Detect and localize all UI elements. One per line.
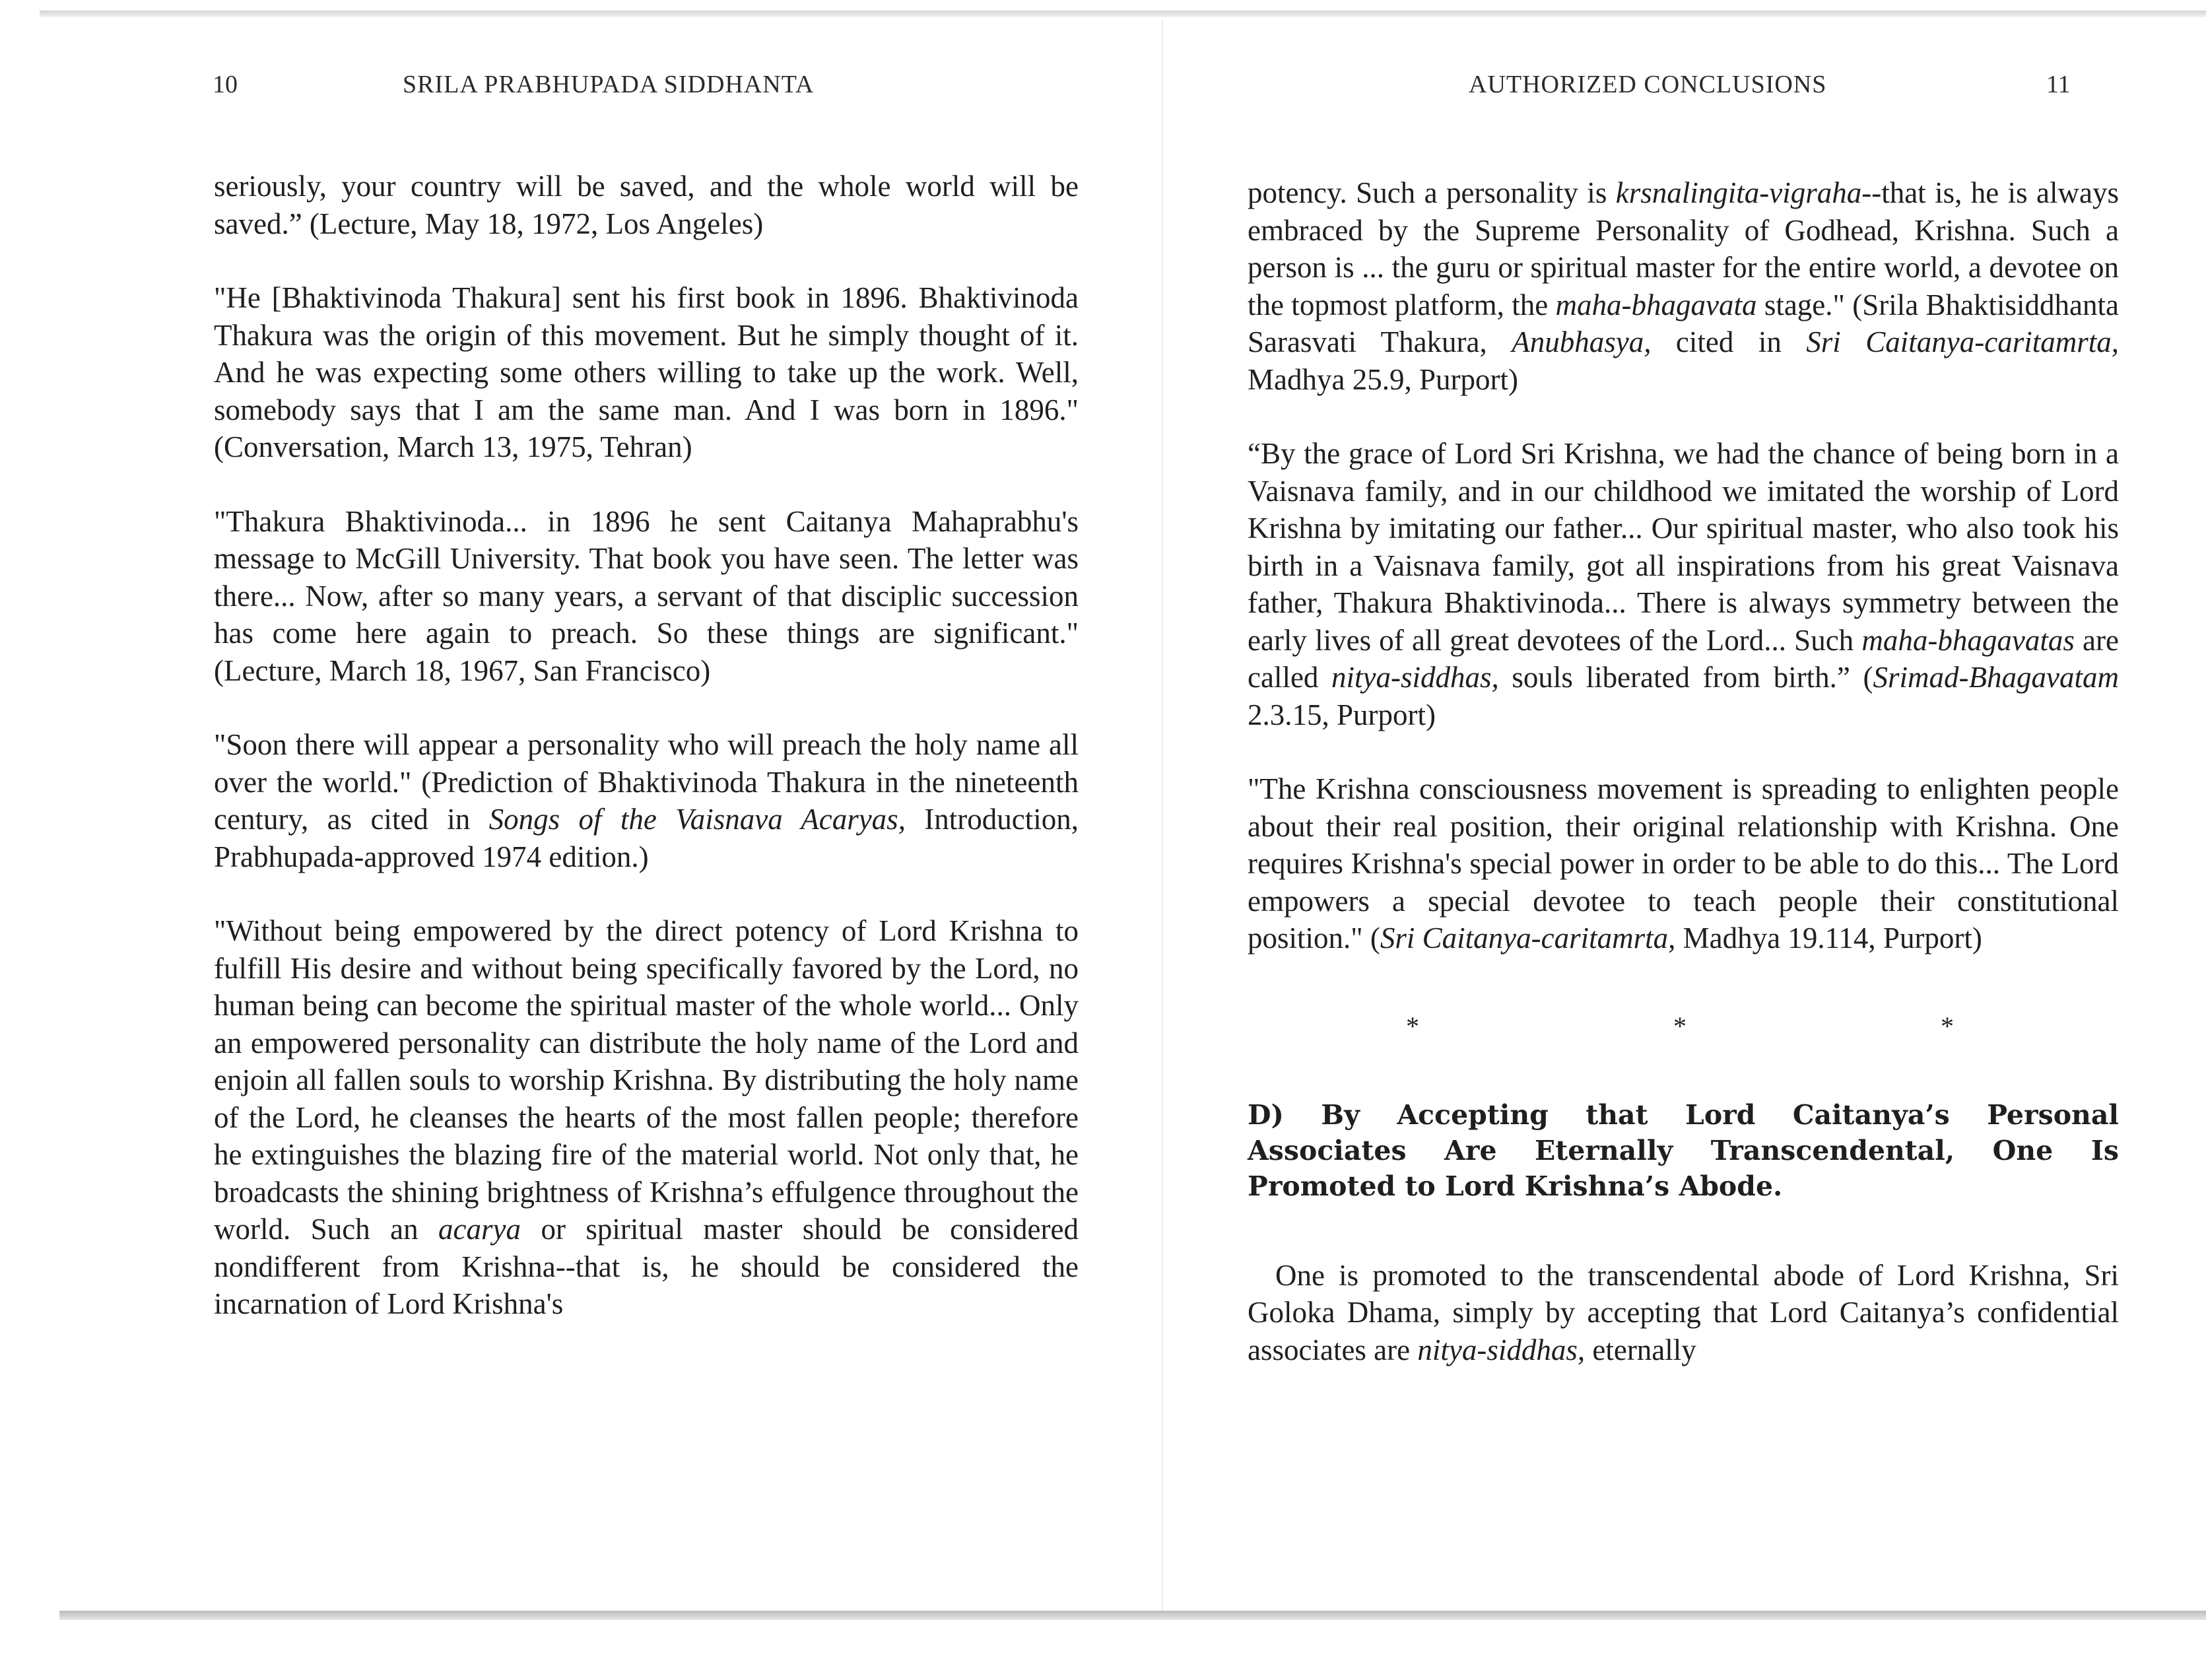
right-page [1163,0,2206,1680]
paragraph: "The Krishna consciousness movement is spreading to enlighten people about their real position, their original relationship with Krishna. One requires Krishna's special power in order to be able to do this... The Lord empowers a special devotee to teach people their constitutional position." (Sri Caitanya-caritamrta, Madhya 19.114, Purport) [1248,772,2119,955]
section-separator [1248,994,2119,1060]
paragraph: One is promoted to the transcendental abode of Lord Krishna, Sri Goloka Dhama, simply by accepting that Lord Caitanya’s confidential associates are nitya-siddhas, eternally [1248,1258,2119,1366]
section-heading: D) By Accepting that Lord Caitanya’s Personal Associates Are Eternally Transcendental, One Is Promoted to Lord Krishna’s Abode. [1248,1098,2119,1202]
italic-run: nitya-siddhas, [1417,1333,1586,1366]
running-head-right: AUTHORIZED CONCLUSIONS [1469,71,1827,98]
page-number-left: 10 [213,71,238,98]
separator-star: * [1941,1011,1954,1042]
separator-star: * [1406,1011,1419,1042]
italic-run: Songs of the Vaisnava Acaryas, [488,803,906,836]
page-number-right: 11 [2046,71,2071,98]
italic-run: krsnalingita-vigraha [1615,176,1862,209]
paragraph: potency. Such a personality is krsnalingita-vigraha--that is, he is always embraced by the Supreme Personality of Godhead, Krishna. Such a person is ... the guru or spiritual master for the entire world, a devotee on the topmost platform, the maha-bhagavata stage." (Srila Bhaktisiddhanta Sarasvati Thakura, Anubhasya, cited in Sri Caitanya-caritamrta, Madhya 25.9, Purport) [1248,176,2120,396]
paragraph: "Without being empowered by the direct potency of Lord Krishna to fulfill His desire and without being specifically favored by the Lord, no human being can become the spiritual master of the whole world... Only an empowered personality can distribute the holy name of the Lord and enjoin all fallen souls to worship Krishna. By distributing the holy name of the Lord, he cleanses the hearts of the most fallen people; therefore he extinguishes the blazing fire of the material world. Not only that, he broadcasts the shining brightness of Krishna’s effulgence throughout the world. Such an acarya or spiritual master should be considered nondifferent from Krishna--that is, he should be considered the incarnation of Lord Krishna's [214,914,1079,1320]
italic-run: Srimad-Bhagavatam [1873,661,2119,694]
italic-run: Anubhasya, [1512,325,1652,358]
paragraph: seriously, your country will be saved, and the whole world will be saved.” (Lecture, May 18, 1972, Los Angeles) [214,170,1079,240]
italic-run: Sri Caitanya-caritamrta, [1380,922,1676,955]
italic-run: Sri Caitanya-caritamrta, [1806,325,2119,358]
left-page-body [214,168,1079,1323]
separator-star: * [1673,1011,1687,1042]
right-page-body [1248,174,2119,1368]
paragraph: "Thakura Bhaktivinoda... in 1896 he sent Caitanya Mahaprabhu's message to McGill University. That book you have seen. The letter was there... Now, after so many years, a servant of that disciplic succession has come here again to preach. So these things are significant." (Lecture, March 18, 1967, San Francisco) [214,504,1079,687]
italic-run: acarya [438,1213,521,1246]
paragraph: “By the grace of Lord Sri Krishna, we had the chance of being born in a Vaisnava family, and in our childhood we imitated the worship of Lord Krishna by imitating our father... Our spiritual master, who also took his birth in a Vaisnava family, got all inspirations from his great Vaisnava father, Thakura Bhaktivinoda... There is always symmetry between the early lives of all great devotees of the Lord... Such maha-bhagavatas are called nitya-siddhas, souls liberated from birth.” (Srimad-Bhagavatam 2.3.15, Purport) [1248,437,2119,731]
paragraph: "Soon there will appear a personality who will preach the holy name all over the world." (Prediction of Bhaktivinoda Thakura in the nineteenth century, as cited in Songs of the Vaisnava Acaryas, Introduction, Prabhupada-approved 1974 edition.) [214,728,1079,873]
running-head-left: SRILA PRABHUPADA SIDDHANTA [403,71,815,98]
italic-run: maha-bhagavatas [1861,623,2075,657]
page-bottom-edge [59,1611,2206,1620]
italic-run: maha-bhagavata [1555,288,1757,321]
italic-run: nitya-siddhas, [1331,661,1499,694]
paragraph: "He [Bhaktivinoda Thakura] sent his first book in 1896. Bhaktivinoda Thakura was the origin of this movement. But he simply thought of it. And he was expecting some others willing to take up the work. Well, somebody says that I am the same man. And I was born in 1896." (Conversation, March 13, 1975, Tehran) [214,281,1079,463]
